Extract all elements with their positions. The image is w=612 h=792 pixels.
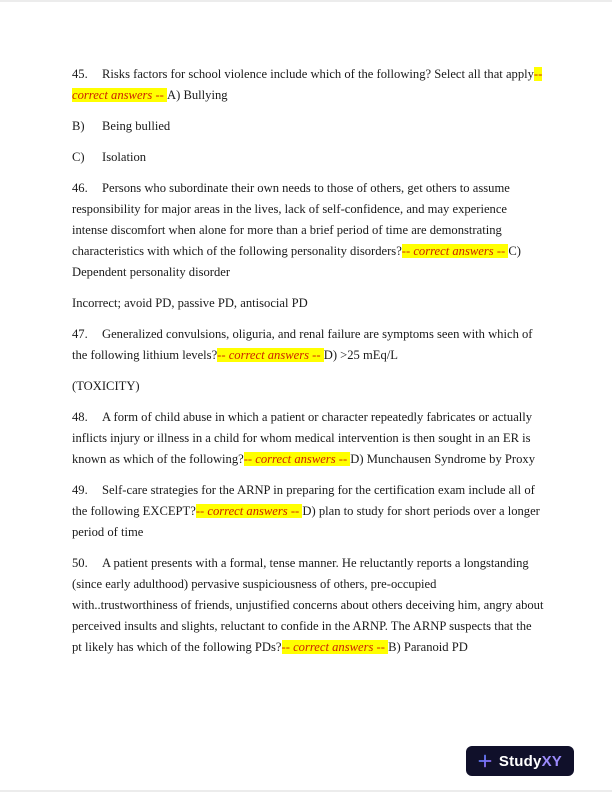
logo-text [499, 753, 562, 770]
question-46 [72, 178, 544, 283]
question-49-segment-0: 49. [72, 483, 88, 497]
option-c-segment-0: C) [72, 150, 85, 164]
question-49-segment-1: Self-care strategies for the ARNP in preparing for the certification exam include all of the following EXCEPT? [72, 483, 535, 518]
question-50-segment-3: B) Paranoid PD [388, 640, 468, 654]
question-48-segment-2-correct-answers-highlight: -- correct answers -- [243, 452, 351, 466]
option-b-segment-1: Being bullied [102, 119, 171, 133]
question-45-segment-2-correct-answers-highlight: -- correct answers -- [72, 67, 543, 102]
question-47-segment-3: D) >25 mEq/L [323, 348, 398, 362]
question-46-segment-0: 46. [72, 181, 88, 195]
logo-text-study: Study [498, 752, 542, 770]
question-49-segment-3: D) plan to study for short periods over a longer period of time [72, 504, 540, 539]
question-46-segment-3: C) Dependent personality disorder [72, 244, 521, 279]
note-incorrect [72, 293, 544, 314]
option-b [72, 116, 544, 137]
question-49-segment-2-correct-answers-highlight: -- correct answers -- [195, 504, 303, 518]
question-48 [72, 407, 544, 470]
question-50-segment-1: A patient presents with a formal, tense manner. He reluctantly reports a longstanding (since early adulthood) pervasive suspiciousness of others, pre-occupied with..trustworthiness of friends, unjustified concerns about others deceiving him, angry about perceived insults and slights, reluctant to confide in the ARNP. The ARNP suspects that the pt likely has which of the following PDs? [72, 556, 544, 654]
note-toxicity [72, 376, 544, 397]
question-46-segment-1: Persons who subordinate their own needs to those of others, get others to assume responsibility for major areas in the lives, lack of self-confidence, and may experience intense discomfort when alone for more than a brief period of time are demonstrating characteristics with which of the following personality disorders? [72, 181, 510, 258]
document-body [72, 64, 544, 668]
question-48-segment-1: A form of child abuse in which a patient or character repeatedly fabricates or actually inflicts injury or illness in a child for whom medical intervention is then sought in an ER is known as which of the following? [72, 410, 533, 466]
question-47 [72, 324, 544, 366]
option-c [72, 147, 544, 168]
logo-text-xy: XY [541, 752, 562, 770]
question-47-segment-1: Generalized convulsions, oliguria, and renal failure are symptoms seen with which of the following lithium levels? [72, 327, 533, 362]
question-50 [72, 553, 544, 658]
question-48-segment-0: 48. [72, 410, 88, 424]
question-46-segment-2-correct-answers-highlight: -- correct answers -- [401, 244, 509, 258]
question-45-segment-0: 45. [72, 67, 88, 81]
studyxy-logo [466, 746, 574, 776]
question-48-segment-3: D) Munchausen Syndrome by Proxy [350, 452, 535, 466]
question-49 [72, 480, 544, 543]
option-b-segment-0: B) [72, 119, 85, 133]
question-47-segment-2-correct-answers-highlight: -- correct answers -- [217, 348, 324, 362]
option-c-segment-1: Isolation [102, 150, 147, 164]
note-incorrect-segment-0: Incorrect; avoid PD, passive PD, antisocial PD [72, 296, 308, 310]
question-45 [72, 64, 544, 106]
question-45-segment-3: A) Bullying [167, 88, 228, 102]
question-50-segment-0: 50. [72, 556, 88, 570]
question-47-segment-0: 47. [72, 327, 88, 341]
plus-icon [478, 754, 492, 768]
note-toxicity-segment-0: (TOXICITY) [72, 379, 140, 393]
question-50-segment-2-correct-answers-highlight: -- correct answers -- [281, 640, 389, 654]
question-45-segment-1: Risks factors for school violence include which of the following? Select all that apply [102, 67, 534, 81]
